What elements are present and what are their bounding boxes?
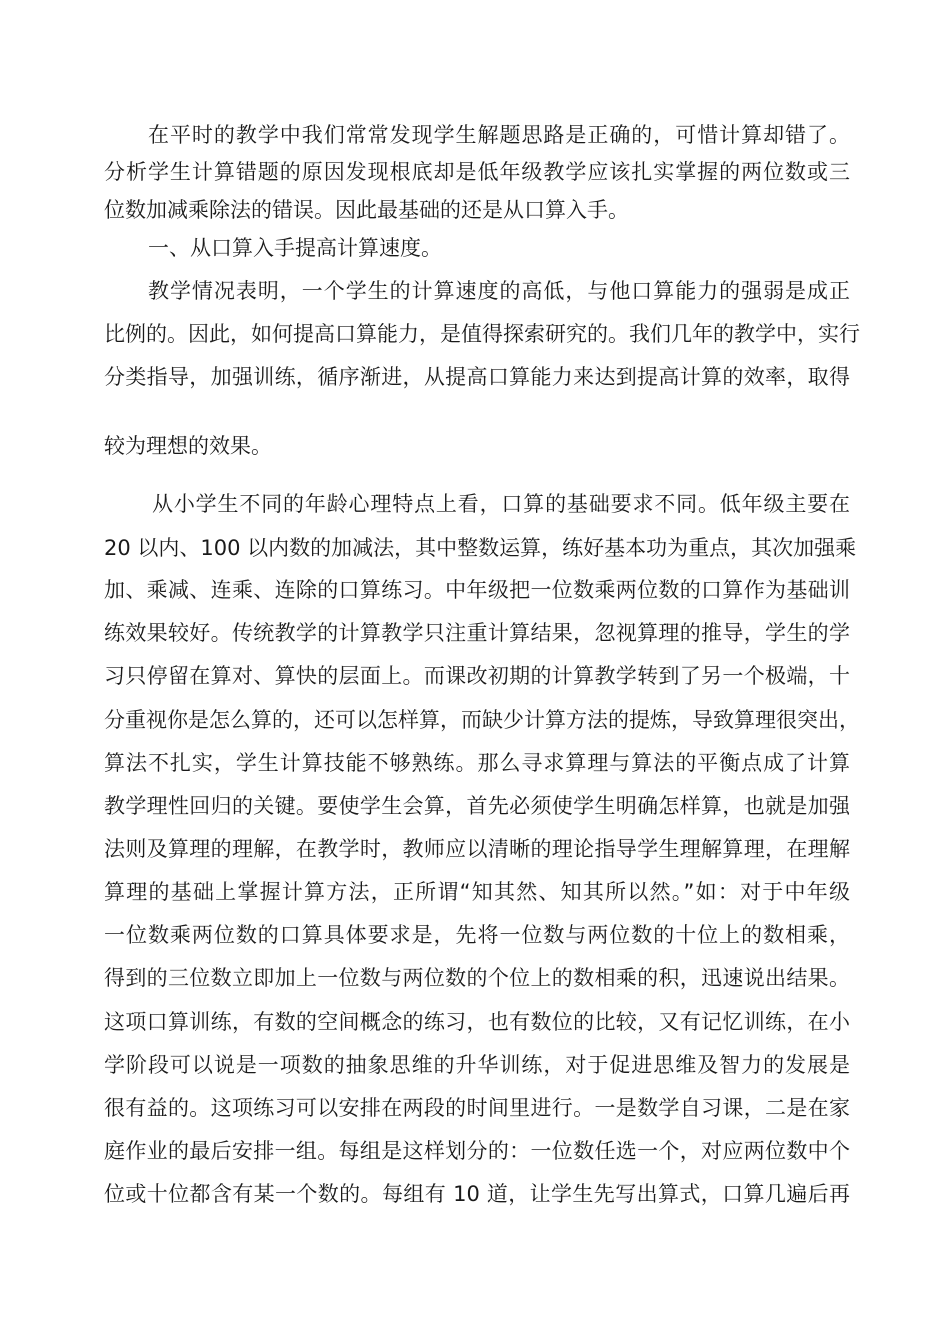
paragraph-3-line-14: 学阶段可以说是一项数的抽象思维的升华训练，对于促进思维及智力的发展是	[104, 1053, 850, 1077]
paragraph-3-line-2: 20 以内、100 以内数的加减法，其中整数运算，练好基本功为重点，其次加强乘	[104, 536, 857, 560]
paragraph-3-line-3: 加、乘减、连乘、连除的口算练习。中年级把一位数乘两位数的口算作为基础训	[104, 578, 850, 602]
paragraph-3-line-12: 得到的三位数立即加上一位数与两位数的个位上的数相乘的积，迅速说出结果。	[104, 966, 850, 990]
paragraph-3-line-8: 教学理性回归的关键。要使学生会算，首先必须使学生明确怎样算，也就是加强	[104, 794, 850, 818]
paragraph-2-line-1: 教学情况表明，一个学生的计算速度的高低，与他口算能力的强弱是成正	[148, 279, 850, 303]
paragraph-3-line-1: 从小学生不同的年龄心理特点上看，口算的基础要求不同。低年级主要在	[152, 492, 850, 516]
paragraph-2-line-3: 分类指导，加强训练，循序渐进，从提高口算能力来达到提高计算的效率，取得	[104, 365, 850, 389]
paragraph-3-line-9: 法则及算理的理解，在教学时，教师应以清晰的理论指导学生理解算理，在理解	[104, 837, 850, 861]
paragraph-3-line-11: 一位数乘两位数的口算具体要求是，先将一位数与两位数的十位上的数相乘，	[104, 923, 850, 947]
paragraph-3-line-17: 位或十位都含有某一个数的。每组有 10 道，让学生先写出算式，口算几遍后再	[104, 1182, 850, 1206]
paragraph-3-line-5: 习只停留在算对、算快的层面上。而课改初期的计算教学转到了另一个极端，十	[104, 664, 850, 688]
paragraph-3-line-7: 算法不扎实，学生计算技能不够熟练。那么寻求算理与算法的平衡点成了计算	[104, 751, 850, 775]
paragraph-3-line-10: 算理的基础上掌握计算方法，正所谓“知其然、知其所以然。”如：对于中年级	[104, 880, 850, 904]
paragraph-3-line-13: 这项口算训练，有数的空间概念的练习，也有数位的比较，又有记忆训练，在小	[104, 1010, 850, 1034]
paragraph-2-line-4: 较为理想的效果。	[104, 434, 272, 458]
paragraph-3-line-4: 练效果较好。传统教学的计算教学只注重计算结果，忽视算理的推导，学生的学	[104, 621, 850, 645]
paragraph-2-line-2: 比例的。因此，如何提高口算能力，是值得探索研究的。我们几年的教学中，实行	[104, 322, 860, 346]
paragraph-1-line-2: 分析学生计算错题的原因发现根底却是低年级教学应该扎实掌握的两位数或三	[104, 160, 850, 184]
paragraph-3-line-16: 庭作业的最后安排一组。每组是这样划分的：一位数任选一个，对应两位数中个	[104, 1139, 850, 1163]
paragraph-3-line-6: 分重视你是怎么算的，还可以怎样算，而缺少计算方法的提炼，导致算理很突出，	[104, 708, 860, 732]
paragraph-1-line-3: 位数加减乘除法的错误。因此最基础的还是从口算入手。	[104, 198, 629, 222]
paragraph-3-line-15: 很有益的。这项练习可以安排在两段的时间里进行。一是数学自习课，二是在家	[104, 1096, 850, 1120]
paragraph-1-line-1: 在平时的教学中我们常常发现学生解题思路是正确的，可惜计算却错了。	[148, 123, 850, 147]
section-heading: 一、从口算入手提高计算速度。	[148, 236, 442, 260]
